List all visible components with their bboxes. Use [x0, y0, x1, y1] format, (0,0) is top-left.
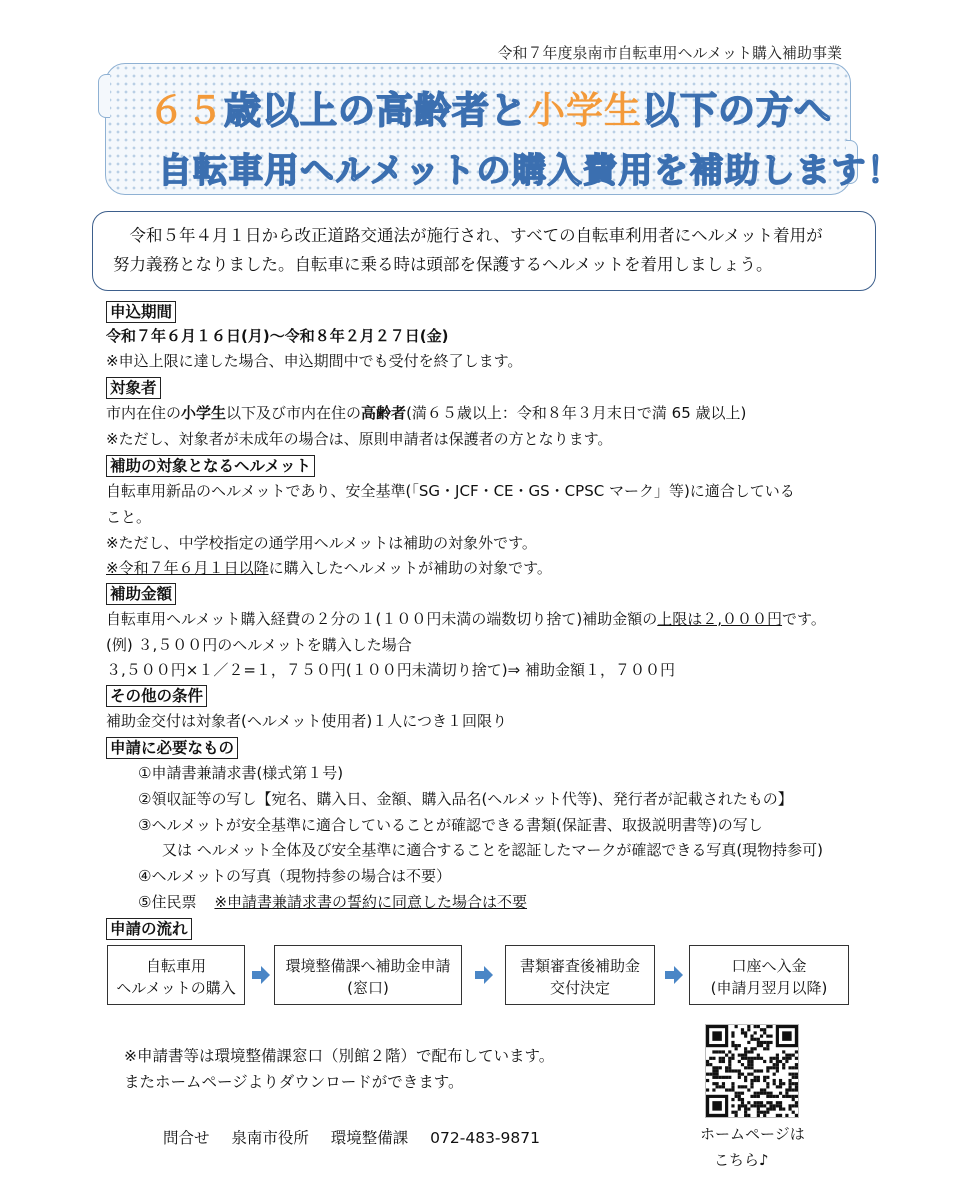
banner-scroll-curl-left	[98, 74, 110, 118]
intro-line2: 努力義務となりました。自転車に乗る時は頭部を保護するヘルメットを着用しましょう。	[113, 255, 773, 274]
helmet-note1: ※ただし、中学校指定の通学用ヘルメットは補助の対象外です。	[106, 534, 537, 552]
intro-line1: 令和５年４月１日から改正道路交通法が施行され、すべての自転車利用者にヘルメット着用が	[129, 226, 823, 245]
qr-code[interactable]	[705, 1024, 799, 1118]
flow-arrow-icon	[664, 965, 684, 985]
period-note: ※申込上限に達した場合、申込期間中でも受付を終了します。	[106, 352, 523, 370]
flow-step1-line1: 自転車用	[145, 957, 206, 975]
helmet-note2-rest: に購入したヘルメットが補助の対象です。	[268, 559, 552, 577]
section-required-title: 申請に必要なもの	[106, 737, 238, 759]
flow-step3-line2: 交付決定	[549, 979, 610, 997]
period-dates: 令和７年６月１６日(月)～令和８年２月２７日(金)	[106, 327, 449, 345]
required-item5	[138, 892, 527, 912]
headline-below: 以下の方へ	[642, 89, 832, 132]
eligible-text-e: (満６５歳以上：令和８年３月末日で満 65 歳以上)	[406, 404, 747, 422]
flow-step-payment	[689, 945, 849, 1005]
eligible-text-a: 市内在住の	[106, 404, 182, 422]
required-item1: ①申請書兼請求書(様式第１号)	[138, 764, 344, 782]
flow-step2-line1: 環境整備課へ補助金申請	[285, 957, 451, 975]
amount-limit: 上限は２,０００円	[657, 610, 783, 628]
contact-dept: 環境整備課	[330, 1129, 409, 1147]
contact-org: 泉南市役所	[231, 1129, 309, 1147]
eligible-students: 小学生	[181, 404, 227, 422]
distribution-line1: ※申請書等は環境整備課窓口（別館２階）で配布しています。	[124, 1047, 555, 1065]
flow-step1-line2: ヘルメットの購入	[116, 979, 236, 997]
flow-arrow-icon	[251, 965, 271, 985]
headline-line1	[148, 80, 832, 134]
flow-step3-line1: 書類審査後補助金	[519, 957, 640, 975]
required-item5-note: ※申請書兼請求書の誓約に同意した場合は不要	[214, 893, 528, 911]
qr-caption-line1: ホームページは	[700, 1125, 805, 1143]
qr-caption-line2: こちら♪	[714, 1151, 769, 1169]
amount-text-a: 自転車用ヘルメット購入経費の２分の１(１００円未満の端数切り捨て)補助金額の	[106, 610, 658, 628]
section-flow-title: 申請の流れ	[106, 918, 192, 940]
eligible-note: ※ただし、対象者が未成年の場合は、原則申請者は保護者の方となります。	[106, 430, 613, 448]
section-other-title: その他の条件	[106, 685, 207, 707]
amount-calc: ３,５００円×１／２=１，７５０円(１００円未満切り捨て)⇒ 補助金額１，７００円	[106, 661, 675, 679]
headline-students: 小学生	[528, 89, 642, 132]
contact-info	[163, 1128, 540, 1148]
other-line1: 補助金交付は対象者(ヘルメット使用者)１人につき１回限り	[106, 712, 507, 730]
section-eligible-title: 対象者	[106, 377, 161, 399]
distribution-line2: またホームページよりダウンロードができます。	[124, 1073, 464, 1091]
amount-line1	[106, 609, 826, 629]
required-item4: ④ヘルメットの写真（現物持参の場合は不要）	[138, 867, 451, 885]
required-item5-label: ⑤住民票	[138, 893, 197, 911]
section-amount-title: 補助金額	[106, 583, 176, 605]
helmet-line2: こと。	[106, 508, 152, 526]
section-helmet-title: 補助の対象となるヘルメット	[106, 455, 315, 477]
qr-code-icon	[706, 1025, 798, 1117]
contact-label: 問合せ	[163, 1129, 210, 1147]
flow-step-application	[274, 945, 462, 1005]
headline-age: ６５	[148, 89, 224, 132]
flow-step-review	[505, 945, 655, 1005]
amount-example: (例) ３,５００円のヘルメットを購入した場合	[106, 636, 412, 654]
intro-box	[92, 211, 876, 291]
required-item3b: 又は ヘルメット全体及び安全基準に適合することを認証したマークが確認できる写真(現物持参可)	[162, 841, 824, 859]
flow-step2-line2: (窓口)	[347, 979, 389, 997]
helmet-line1: 自転車用新品のヘルメットであり、安全基準(「SG・JCF・CE・GS・CPSC マーク」等)に適合している	[106, 482, 795, 500]
flow-step4-line1: 口座へ入金	[731, 957, 807, 975]
program-title: 令和７年度泉南市自転車用ヘルメット購入補助事業	[497, 44, 842, 62]
flow-arrow-icon	[474, 965, 494, 985]
flow-step4-line2: (申請月翌月以降)	[710, 979, 828, 997]
helmet-note2-date: ※令和７年６月１日以降	[106, 559, 269, 577]
headline-elderly: 歳以上の高齢者と	[224, 89, 528, 132]
eligible-elderly: 高齢者	[361, 404, 407, 422]
headline-line2: 自転車用ヘルメットの購入費用を補助します！	[158, 151, 903, 191]
contact-phone: 072-483-9871	[430, 1129, 540, 1147]
required-item2: ②領収証等の写し【宛名、購入日、金額、購入品名(ヘルメット代等)、発行者が記載されたもの】	[138, 790, 793, 808]
eligible-line1	[106, 403, 746, 423]
helmet-note2	[106, 558, 552, 578]
eligible-text-c: 以下及び市内在住の	[226, 404, 362, 422]
flow-step-purchase	[107, 945, 245, 1005]
required-item3: ③ヘルメットが安全基準に適合していることが確認できる書類(保証書、取扱説明書等)の写し	[138, 816, 763, 834]
section-period-title: 申込期間	[106, 301, 176, 323]
amount-text-c: です。	[782, 610, 826, 628]
